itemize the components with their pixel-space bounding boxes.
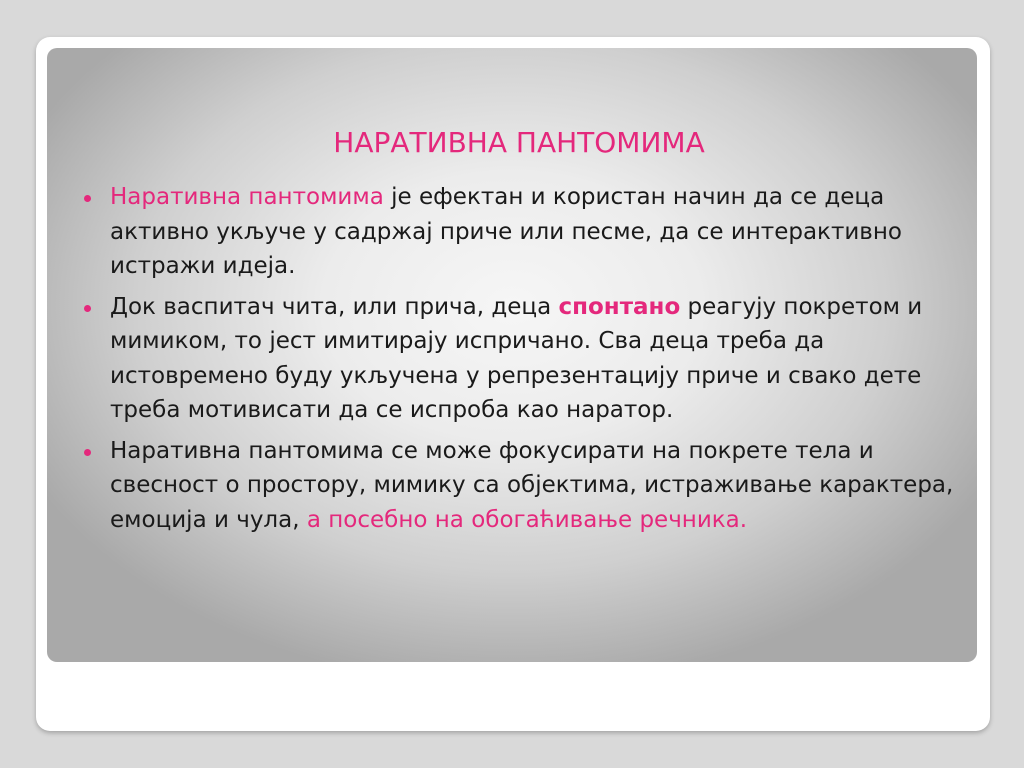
bullet-icon — [84, 449, 91, 456]
bullet-icon — [84, 305, 91, 312]
bullet-2-text-before: Док васпитач чита, или прича, деца — [110, 293, 559, 320]
bullet-icon — [84, 195, 91, 202]
bullet-item-1 — [84, 180, 954, 284]
bullet-item-3 — [84, 434, 954, 538]
bullet-1-highlight: Наративна пантомима — [110, 184, 384, 210]
bullet-item-2 — [84, 290, 954, 428]
slide-title: НАРАТИВНА ПАНТОМИМА — [333, 126, 705, 159]
bullet-2-text-after: реагују покретом и мимиком, то јест имитирају испричано. Сва деца треба да истовремено буду укључена у репрезентацију приче и свако дете треба мотивисати да се испроба као наратор. — [110, 293, 923, 423]
bullet-3-text-before: Наративна пантомима се може фокусирати на покрете тела и свесност о простору, мимику са објектима, истраживање карактера, емоција и чула, — [110, 437, 954, 533]
bullet-3-highlight: а посебно на обогаћивање речника. — [306, 506, 748, 533]
bullet-2-highlight: спонтано — [558, 293, 681, 320]
bullet-list — [84, 180, 954, 543]
bullet-1-text: је ефектан и користан начин да се деца активно укључе у садржај приче или песме, да се интерактивно истражи идеја. — [110, 184, 902, 279]
